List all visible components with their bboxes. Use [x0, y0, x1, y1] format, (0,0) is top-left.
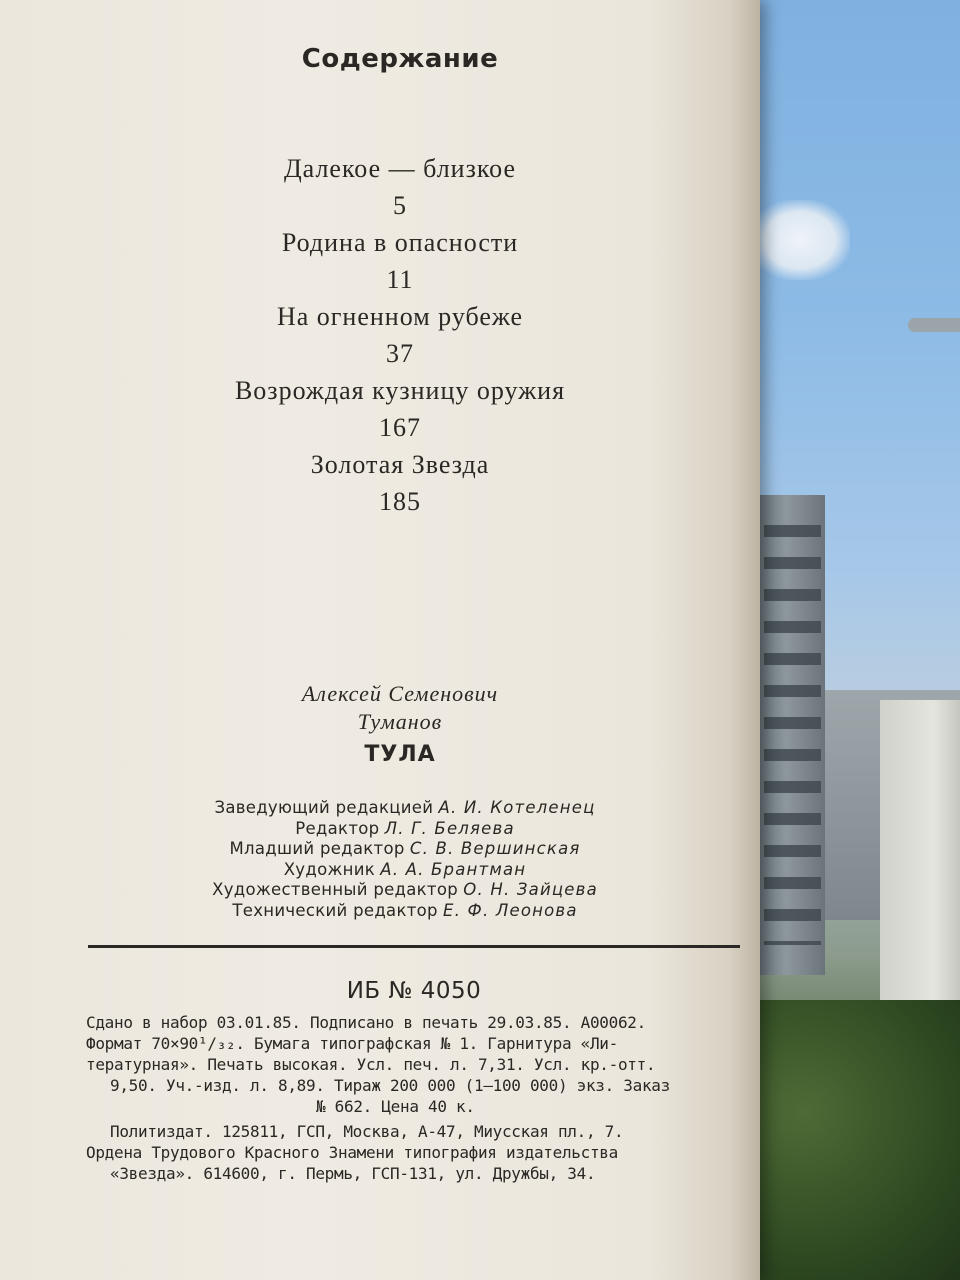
contents-item-page: 11: [386, 265, 414, 294]
contents-item-title: Золотая Звезда: [310, 450, 490, 479]
author-name-line: Алексей Семенович: [301, 681, 499, 706]
contents-item-page: 167: [379, 413, 421, 442]
contents-item: [180, 298, 620, 372]
staff-name: С. В. Вершинская: [409, 839, 581, 858]
staff-role: Заведующий редакцией: [214, 798, 434, 817]
photo-lamp-pole: [908, 318, 960, 332]
imprint-line: 9,50. Уч.-изд. л. 8,89. Тираж 200 000 (1—100 000) экз. Заказ: [110, 1076, 670, 1095]
contents-item-page: 5: [393, 191, 407, 220]
author-surname-line: Туманов: [357, 709, 443, 734]
staff-name: А. А. Брантман: [380, 859, 527, 879]
imprint-line: Сдано в набор 03.01.85. Подписано в печать 29.03.85. А00062.: [86, 1013, 646, 1032]
staff-row: [170, 819, 640, 840]
photo-trees: [730, 1000, 960, 1280]
book-title: ТУЛА: [364, 742, 436, 767]
contents-heading: Содержание: [301, 44, 499, 74]
printer-line: Ордена Трудового Красного Знамени типография издательства: [86, 1143, 618, 1162]
contents-item: [180, 224, 620, 298]
imprint-line: Формат 70×90¹/₃₂. Бумага типографская № 1. Гарнитура «Ли-: [86, 1034, 618, 1053]
staff-row: [170, 798, 640, 819]
ib-number: ИБ № 4050: [346, 978, 482, 1004]
staff-role: Художественный редактор: [212, 880, 459, 899]
staff-row: [170, 860, 640, 881]
imprint-block: [86, 1012, 746, 1184]
facing-photo-page: [730, 0, 960, 1280]
staff-role: Художник: [283, 859, 376, 879]
staff-name: О. Н. Зайцева: [463, 880, 598, 899]
publisher-line: Политиздат. 125811, ГСП, Москва, А-47, Миусская пл., 7.: [110, 1122, 624, 1141]
photo-building-windows: [764, 525, 821, 945]
contents-item-title: На огненном рубеже: [276, 302, 524, 331]
contents-item: [180, 446, 620, 520]
divider-rule: [88, 945, 740, 948]
staff-role: Технический редактор: [232, 900, 438, 920]
contents-item-title: Родина в опасности: [281, 228, 519, 257]
editorial-staff: [170, 798, 640, 921]
contents-item: [180, 150, 620, 224]
staff-role: Младший редактор: [229, 839, 405, 858]
contents-item: [180, 372, 620, 446]
contents-item-page: 185: [379, 487, 421, 516]
photo-cloud: [750, 200, 850, 280]
imprint-line: тературная». Печать высокая. Усл. печ. л. 7,31. Усл. кр.-отт.: [86, 1055, 656, 1074]
imprint-line: № 662. Цена 40 к.: [316, 1097, 475, 1116]
staff-row: [170, 839, 640, 860]
staff-role: Редактор: [295, 818, 380, 838]
contents-item-title: Возрождая кузницу оружия: [234, 376, 566, 405]
contents-item-title: Далекое — близкое: [283, 154, 517, 183]
staff-row: [170, 880, 640, 901]
author-name: [200, 680, 600, 736]
staff-name: Е. Ф. Леонова: [443, 900, 578, 920]
contents-item-page: 37: [386, 339, 414, 368]
contents-list: [180, 150, 620, 520]
photo-tall-building: [760, 495, 825, 975]
staff-name: Л. Г. Беляева: [384, 818, 515, 838]
staff-row: [170, 901, 640, 922]
staff-name: А. И. Котеленец: [438, 798, 596, 817]
printer-line: «Звезда». 614600, г. Пермь, ГСП-131, ул. Дружбы, 34.: [110, 1164, 596, 1183]
